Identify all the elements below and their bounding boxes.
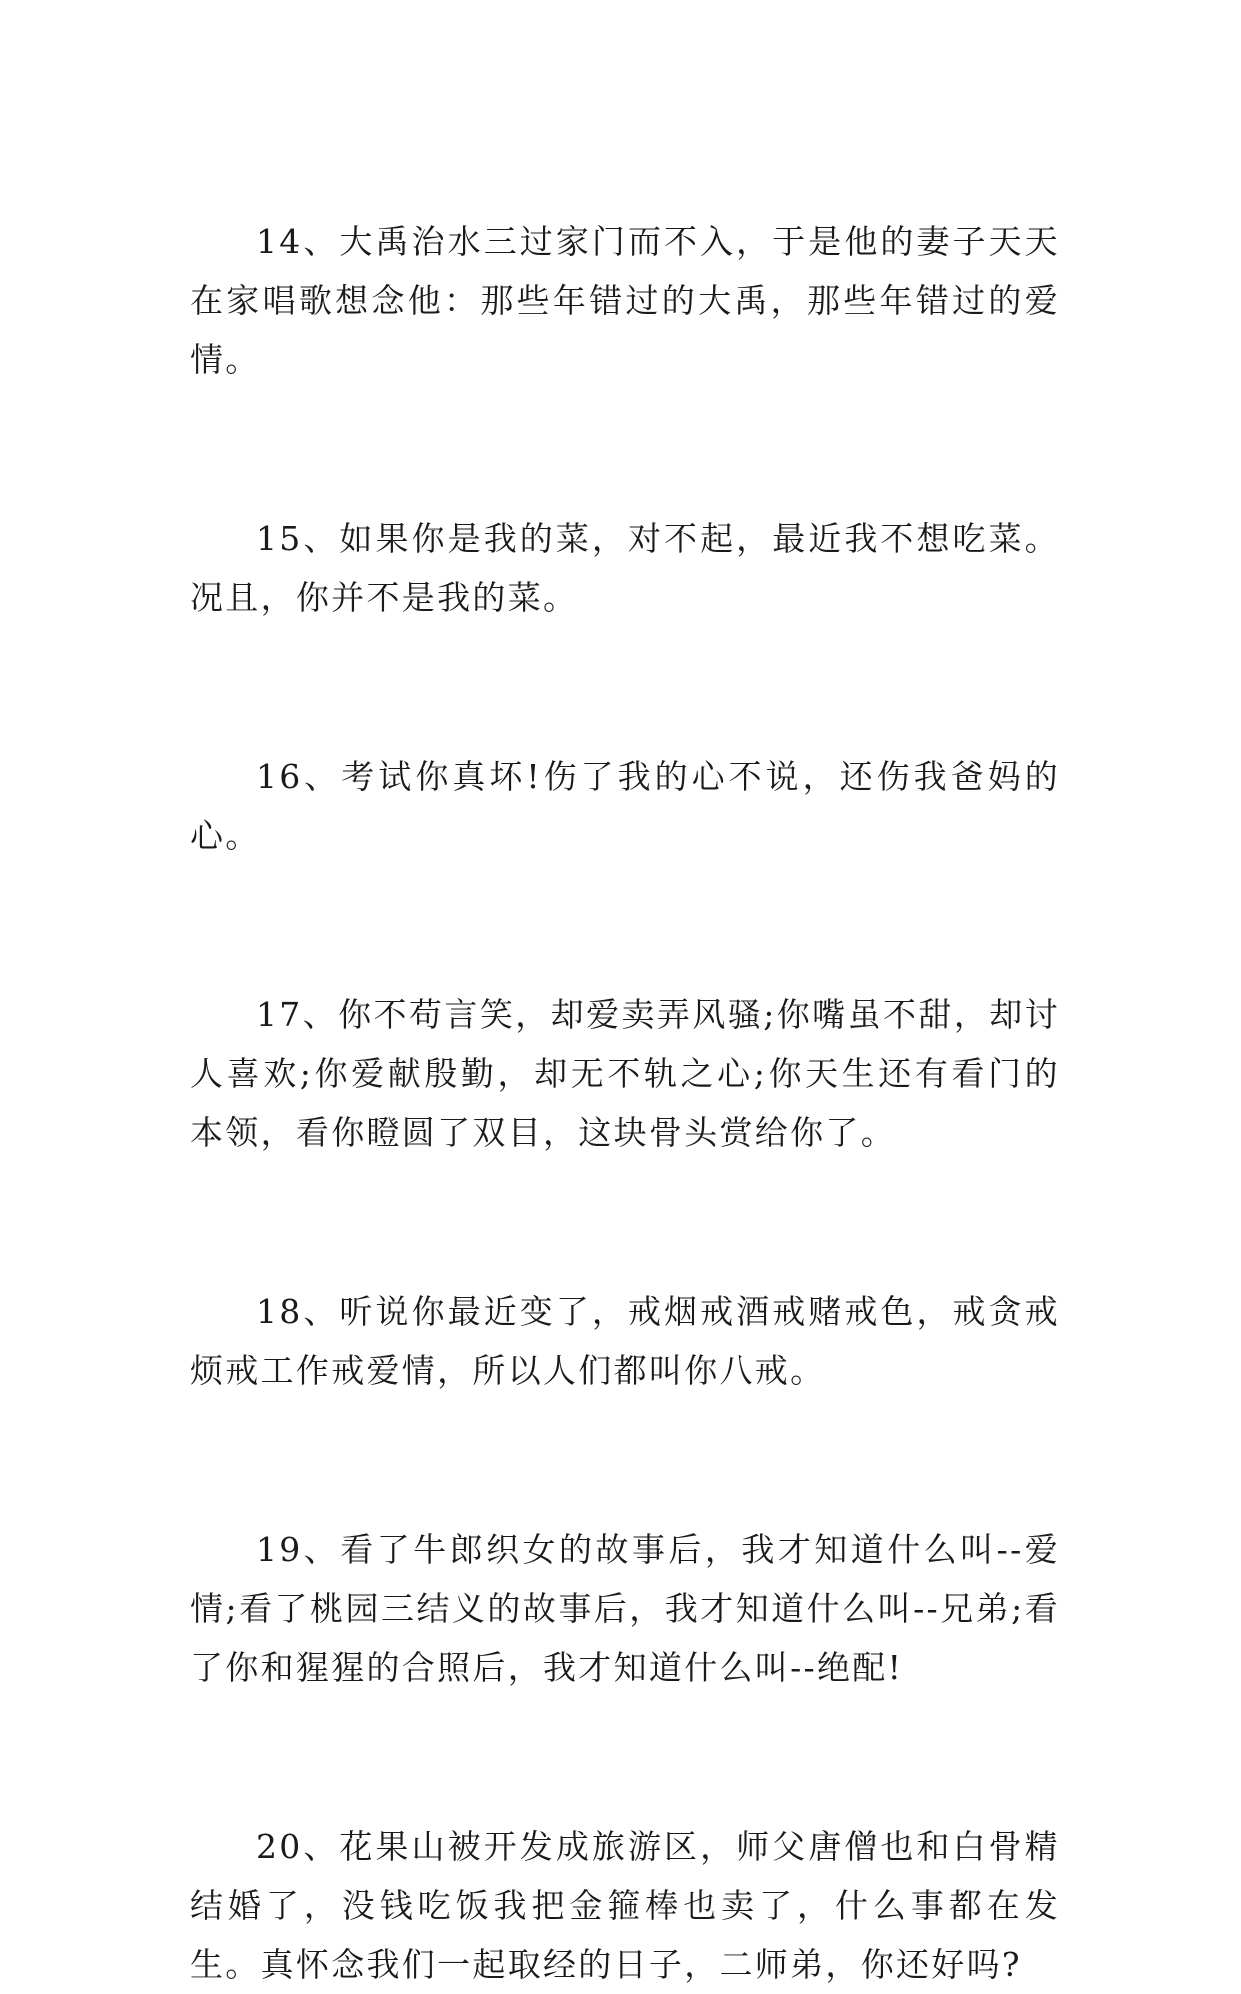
paragraph-spacer: [190, 1162, 1060, 1282]
paragraph-18: 18、听说你最近变了，戒烟戒酒戒赌戒色，戒贪戒烦戒工作戒爱情，所以人们都叫你八戒。: [190, 1292, 1060, 1390]
paragraph-spacer: [190, 389, 1060, 509]
paragraph-spacer: [190, 627, 1060, 747]
document-body: [190, 212, 1060, 1994]
paragraph-19: 19、看了牛郎织女的故事后，我才知道什么叫--爱情;看了桃园三结义的故事后，我才知道什么叫--兄弟;看了你和猩猩的合照后，我才知道什么叫--绝配!: [190, 1530, 1060, 1687]
paragraph-20: 20、花果山被开发成旅游区，师父唐僧也和白骨精结婚了，没钱吃饭我把金箍棒也卖了，什么事都在发生。真怀念我们一起取经的日子，二师弟，你还好吗?: [190, 1827, 1060, 1984]
paragraph-15: 15、如果你是我的菜，对不起，最近我不想吃菜。况且，你并不是我的菜。: [190, 519, 1060, 617]
paragraph-17: 17、你不苟言笑，却爱卖弄风骚;你嘴虽不甜，却讨人喜欢;你爱献殷勤，却无不轨之心;你天生还有看门的本领，看你瞪圆了双目，这块骨头赏给你了。: [190, 995, 1060, 1152]
paragraph-16: 16、考试你真坏!伤了我的心不说，还伤我爸妈的心。: [190, 757, 1060, 855]
paragraph-spacer: [190, 865, 1060, 985]
paragraph-spacer: [190, 1697, 1060, 1817]
paragraph-14: 14、大禹治水三过家门而不入，于是他的妻子天天在家唱歌想念他：那些年错过的大禹，那些年错过的爱情。: [190, 222, 1060, 379]
paragraph-spacer: [190, 1400, 1060, 1520]
